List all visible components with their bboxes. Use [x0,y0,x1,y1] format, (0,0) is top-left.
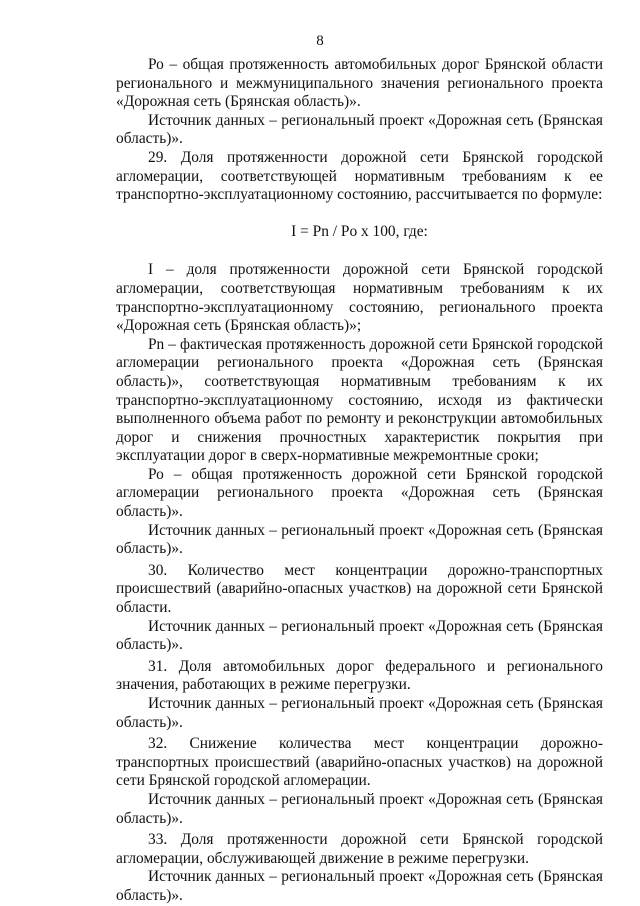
paragraph-data-source: Источник данных – региональный проект «Дорожная сеть (Брянская область)». [116,111,603,148]
paragraph-pn-definition: Pn – фактическая протяженность дорожной сети Брянской городской агломерации регионального проекта «Дорожная сеть (Брянская область)», соответствующая нормативным требованиям к их транспортно-эксплуатационному состоянию, исходя из фактически выполненного объема работ по ремонту и реконструкции автомобильных дорог и снижения прочностных характеристик покрытия при эксплуатации дорог в сверх-нормативные межремонтные сроки; [116,335,603,465]
paragraph-i-definition: I – доля протяженности дорожной сети Брянской городской агломерации, соответствующая нормативным требованиям к их транспортно-эксплуатационному состоянию, регионального проекта «Дорожная сеть (Брянская область)»; [116,261,603,335]
paragraph-data-source: Источник данных – региональный проект «Дорожная сеть (Брянская область)». [116,521,603,558]
paragraph-data-source: Источник данных – региональный проект «Дорожная сеть (Брянская область)». [116,695,603,731]
paragraph-item-30: 30. Количество мест концентрации дорожно-транспортных происшествий (аварийно-опасных участков) на дорожной сети Брянской области. [116,561,603,617]
paragraph-data-source: Источник данных – региональный проект «Дорожная сеть (Брянская область)». [116,868,603,904]
document-body [116,56,603,906]
paragraph-item-29: 29. Доля протяженности дорожной сети Брянской городской агломерации, соответствующей нормативным требованиям к ее транспортно-эксплуатационному состоянию, рассчитывается по формуле: [116,148,603,204]
paragraph-item-32: 32. Снижение количества мест концентрации дорожно-транспортных происшествий (аварийно-опасных участков) на дорожной сети Брянской городской агломерации. [116,735,603,790]
page-number: 8 [316,33,324,49]
paragraph-po-agglomeration-definition: Ро – общая протяженность дорожной сети Брянской городской агломерации регионального проекта «Дорожная сеть (Брянская область)». [116,465,603,521]
paragraph-item-33: 33. Доля протяженности дорожной сети Брянской городской агломерации, обслуживающей движение в режиме перегрузки. [116,831,603,867]
paragraph-data-source: Источник данных – региональный проект «Дорожная сеть (Брянская область)». [116,617,603,654]
paragraph-data-source: Источник данных – региональный проект «Дорожная сеть (Брянская область)». [116,790,603,827]
paragraph-po-definition: Ро – общая протяженность автомобильных дорог Брянской области регионального и межмуниципального значения регионального проекта «Дорожная сеть (Брянская область)». [116,56,603,111]
formula: I = Pn / Po x 100, где: [291,222,428,240]
paragraph-item-31: 31. Доля автомобильных дорог федерального и регионального значения, работающих в режиме перегрузки. [116,657,603,694]
